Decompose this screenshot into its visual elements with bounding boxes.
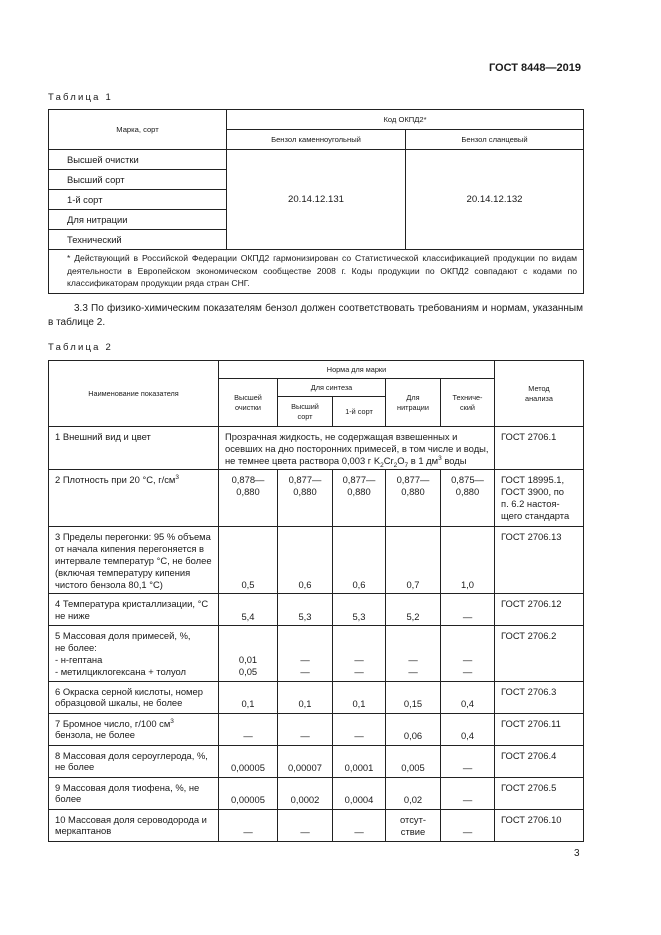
table2-header-technical: Техниче- ский [441,379,495,427]
paragraph-3-3: 3.3 По физико-химическим показателям бензол должен соответствовать требованиям и нормам, указанным в таблице 2. [48,303,583,328]
row-name: 1 Внешний вид и цвет [49,427,219,470]
value-top: 0,877— 0,880 [278,470,333,527]
table2-header-synthesis: Для синтеза [278,379,386,397]
value-technical: — [441,745,495,777]
row-method: ГОСТ 2706.10 [495,809,584,841]
row-name: 8 Массовая доля сероуглерода, %, не более [49,745,219,777]
row-method: ГОСТ 2706.3 [495,681,584,713]
value-nitration: 0,06 [386,713,441,745]
table1-header-shale: Бензол сланцевый [406,130,584,150]
row-method: ГОСТ 2706.13 [495,527,584,594]
value-highest: 0,878— 0,880 [219,470,278,527]
table2-header-method: Метод анализа [495,361,584,427]
row-name: 9 Массовая доля тиофена, %, не более [49,777,219,809]
value-top: 5,3 [278,594,333,626]
value-top: 0,6 [278,527,333,594]
row-method: ГОСТ 2706.1 [495,427,584,470]
table2-header-top-grade: Высший сорт [278,397,333,427]
value-highest: 0,1 [219,681,278,713]
table1-header-code: Код ОКПД2* [227,110,584,130]
value-top: — [278,713,333,745]
value-nitration: — — [386,626,441,681]
value-first: 5,3 [333,594,386,626]
table2 [48,360,584,842]
value-nitration: 0,02 [386,777,441,809]
value-first: 0,6 [333,527,386,594]
table1-header-coal: Бензол каменноугольный [227,130,406,150]
document-header: ГОСТ 8448—2019 [488,62,581,74]
row-method: ГОСТ 2706.4 [495,745,584,777]
value-technical: 0,4 [441,713,495,745]
row-method: ГОСТ 2706.2 [495,626,584,681]
row-name: 2 Плотность при 20 °С, $г/см^3$ [49,470,219,527]
table2-header-nitration: Для нитрации [386,379,441,427]
value-technical: 1,0 [441,527,495,594]
value-top: — [278,809,333,841]
value-nitration: 5,2 [386,594,441,626]
value-nitration: 0,15 [386,681,441,713]
table2-header-norm: Норма для марки [219,361,495,379]
row-name: 3 Пределы перегонки: 95 % объема от начала кипения перегоняется в интервале температур °С, не более (включая температуру кипения чистого бензола 80,1 °С) [49,527,219,594]
value-highest: — [219,809,278,841]
row-method: ГОСТ 2706.5 [495,777,584,809]
table2-header-highest: Высшей очистки [219,379,278,427]
value-technical: 0,4 [441,681,495,713]
value-highest: — [219,713,278,745]
row-name: 4 Температура кристаллизации, °С не ниже [49,594,219,626]
value-top: 0,00007 [278,745,333,777]
row-method: ГОСТ 2706.12 [495,594,584,626]
value-technical: — [441,594,495,626]
value-first: — [333,809,386,841]
table2-header-first-grade: 1-й сорт [333,397,386,427]
value-technical: 0,875— 0,880 [441,470,495,527]
row-name: 10 Массовая доля сероводорода и меркаптанов [49,809,219,841]
value-technical: — [441,777,495,809]
value-first: — — [333,626,386,681]
table1-code-shale: 20.14.12.132 [406,150,584,250]
table2-title: Таблица 2 [48,342,113,353]
value-highest: 5,4 [219,594,278,626]
page-number: 3 [574,848,580,859]
table1-grade: Для нитрации [49,210,227,230]
value-first: 0,0001 [333,745,386,777]
table1 [48,109,584,294]
table1-footnote: * Действующий в Российской Федерации ОКПД2 гармонизирован со Статистической классификацией продукции по видам деятельности в Европейском экономическом сообществе 2008 г. Коды продукции по ОКПД2 совпадают с кодами по классификаторам продукции ряда стран СНГ. [49,250,584,294]
value-highest: 0,01 0,05 [219,626,278,681]
table1-grade: Технический [49,230,227,250]
value-nitration: отсут- ствие [386,809,441,841]
value-nitration: 0,877— 0,880 [386,470,441,527]
value-first: 0,0004 [333,777,386,809]
row-method: ГОСТ 18995.1, ГОСТ 3900, по п. 6.2 настоя- щего стандарта [495,470,584,527]
value-highest: 0,00005 [219,777,278,809]
value-first: 0,877— 0,880 [333,470,386,527]
value-highest: 0,5 [219,527,278,594]
table1-title: Таблица 1 [48,92,113,103]
table1-grade: 1-й сорт [49,190,227,210]
table1-header-grade: Марка, сорт [49,110,227,150]
row-name: 5 Массовая доля примесей, %, не более: - н-гептана - метилциклогексана + толуол [49,626,219,681]
value-top: 0,1 [278,681,333,713]
value-first: 0,1 [333,681,386,713]
value-technical: — [441,809,495,841]
appearance-description: Прозрачная жидкость, не содержащая взвешенных и осевших на дно посторонних примесей, в том числе и воды, не темнее цвета раствора 0,003 г $K_2Cr_2O_7$ в 1 $дм^3$ воды [219,427,495,470]
row-method: ГОСТ 2706.11 [495,713,584,745]
table1-grade: Высшей очистки [49,150,227,170]
value-first: — [333,713,386,745]
value-technical: — — [441,626,495,681]
table2-header-name: Наименование показателя [49,361,219,427]
table1-grade: Высший сорт [49,170,227,190]
value-top: — — [278,626,333,681]
value-nitration: 0,005 [386,745,441,777]
value-nitration: 0,7 [386,527,441,594]
row-name: 6 Окраска серной кислоты, номер образцовой шкалы, не более [49,681,219,713]
value-top: 0,0002 [278,777,333,809]
table1-code-coal: 20.14.12.131 [227,150,406,250]
row-name: 7 Бромное число, г/100 $см^3$ бензола, не более [49,713,219,745]
value-highest: 0,00005 [219,745,278,777]
